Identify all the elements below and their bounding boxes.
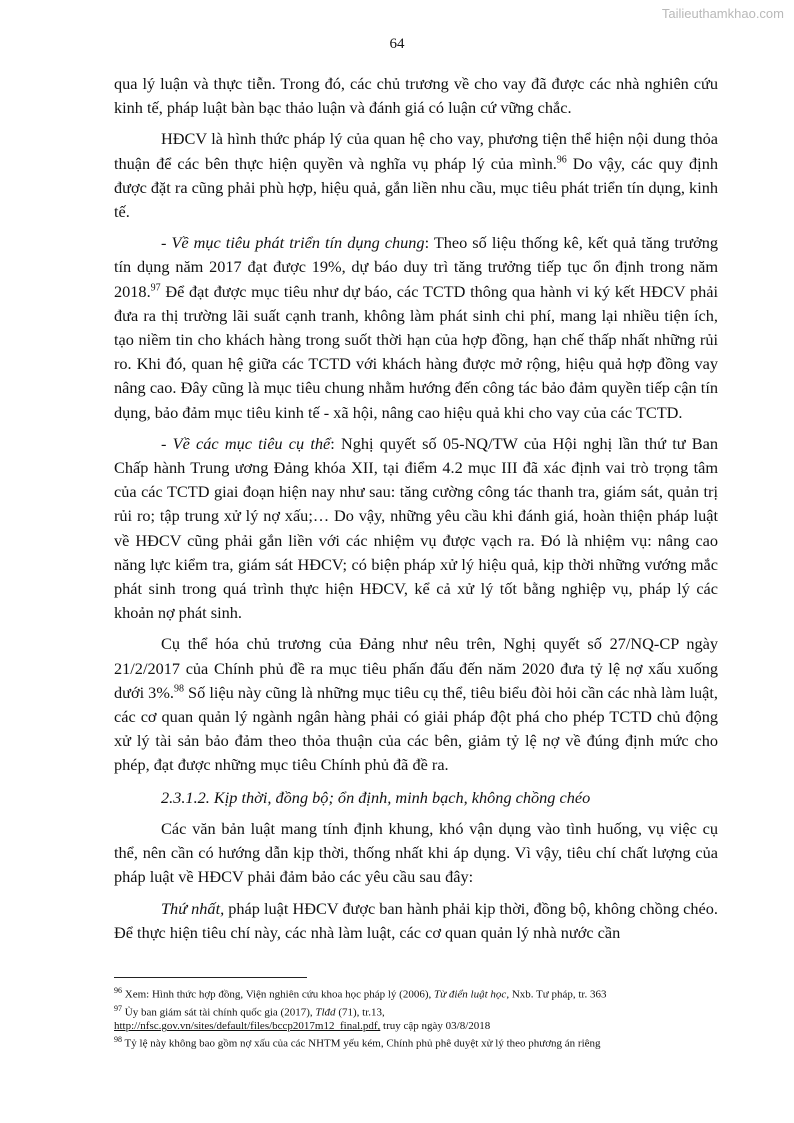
footnote-97-text-a: Ủy ban giám sát tài chính quốc gia (2017), [122,1006,316,1019]
paragraph-6 [114,897,718,945]
paragraph-6-text: pháp luật HĐCV được ban hành phải kịp thời, đồng bộ, không chồng chéo. Để thực hiện tiêu chí này, các nhà làm luật, các cơ quan quản lý nhà nước cần [114,898,718,942]
watermark: Tailieuthamkhao.com [661,6,784,21]
footnote-96-title: Từ điển luật học [434,988,507,1001]
paragraph-3 [114,432,718,626]
footnote-97-text-c: truy cập ngày 03/8/2018 [380,1020,491,1033]
footnote-97-text-b: (71), tr.13, [335,1006,385,1019]
footnote-97-number: 97 [114,1003,122,1013]
footnote-ref-98[interactable]: 98 [173,683,184,695]
footnote-96-text-a: Xem: Hình thức hợp đồng, Viện nghiên cứu khoa học pháp lý (2006), [122,988,434,1001]
footnote-ref-96[interactable]: 96 [556,154,567,166]
footnote-97 [114,1002,718,1020]
footnote-97-title: Tlđd [315,1006,336,1019]
footnote-97-link[interactable]: http://nfsc.gov.vn/sites/default/files/bccp2017m12_final.pdf, [114,1020,381,1033]
footnote-97-url-line [114,1019,718,1033]
paragraph-3-lead: - Về các mục tiêu cụ thể [161,433,331,453]
paragraph-4-tail: Số liệu này cũng là những mục tiêu cụ thể, tiêu biểu đòi hỏi cần các nhà làm luật, các cơ quan quản lý ngành ngân hàng phải có giải pháp đột phá cho phép TCTD chủ động xử lý tài sản bảo đảm theo thỏa thuận của các bên, giảm tỷ lệ nợ về đúng định mức cho phép, đạt được những mục tiêu Chính phủ đã đề ra. [114,682,718,775]
page-number: 64 [389,36,405,52]
paragraph-2-tail: Để đạt được mục tiêu như dự báo, các TCTD thông qua hành vi ký kết HĐCV phải đưa ra thị trường lãi suất cạnh tranh, không làm phát sinh chi phí, mang lại nhiều tiện ích, tạo niềm tin cho khách hàng trong suốt thời hạn của hợp đồng, hạn chế thấp nhất những rủi ro. Khi đó, quan hệ giữa các TCTD với khách hàng được mở rộng, hiệu quả hợp đồng vay nâng cao. Đây cũng là mục tiêu chung nhằm hướng đến công tác bảo đảm quyền tiếp cận tín dụng, bảo đảm mục tiêu kinh tế - xã hội, nâng cao hiệu quả khi cho vay của các TCTD. [114,281,718,422]
paragraph-4 [114,632,718,777]
body-text [114,72,718,945]
section-subheading: 2.3.1.2. Kịp thời, đồng bộ; ổn định, minh bạch, không chồng chéo [161,787,591,807]
paragraph-1 [114,127,718,224]
paragraph-1-text: HĐCV là hình thức pháp lý của quan hệ cho vay, phương tiện thể hiện nội dung thỏa thuận để các bên thực hiện quyền và nghĩa vụ pháp lý của mình. [114,129,718,173]
footnote-ref-97[interactable]: 97 [150,282,161,294]
footnote-98-number: 98 [114,1035,122,1045]
footnote-divider [114,977,307,978]
footnote-96-number: 96 [114,986,122,995]
paragraph-6-lead: Thứ nhất, [161,898,225,918]
footnote-98-text: Tỷ lệ này không bao gồm nợ xấu của các NHTM yếu kém, Chính phủ phê duyệt xử lý theo phương án riêng [122,1037,601,1050]
paragraph-5: Các văn bản luật mang tính định khung, khó vận dụng vào tình huống, vụ việc cụ thể, nên cần có hướng dẫn kịp thời, thống nhất khi áp dụng. Vì vậy, tiêu chí chất lượng của pháp luật về HĐCV phải đảm bảo các yêu cầu sau đây: [114,818,718,887]
footnote-96 [114,984,718,1002]
paragraph-2-text: : Theo số liệu thống kê, kết quả tăng trưởng tín dụng năm 2017 đạt được 19%, dự báo duy trì tăng trưởng tiếp tục ổn định trong năm 2018. [114,233,718,301]
paragraph-4-text: Cụ thể hóa chủ trương của Đảng như nêu trên, Nghị quyết số 27/NQ-CP ngày 21/2/2017 của Chính phủ đề ra mục tiêu phấn đấu đến năm 2020 đưa tỷ lệ nợ xấu xuống dưới 3%. [114,634,718,702]
footnote-96-text-b: , Nxb. Tư pháp, tr. 363 [506,988,607,1001]
paragraph-2-lead: - Về mục tiêu phát triển tín dụng chung [161,233,425,253]
paragraph-1-tail: Do vậy, các quy định được đặt ra cũng phải phù hợp, hiệu quả, gắn liền nhu cầu, mục tiêu phát triển tín dụng, kinh tế. [114,153,718,222]
paragraph-0: qua lý luận và thực tiễn. Trong đó, các chủ trương về cho vay đã được các nhà nghiên cứu kinh tế, pháp luật bàn bạc thảo luận và đánh giá có luận cứ vững chắc. [114,74,718,118]
paragraph-2 [114,231,718,425]
footnotes [114,984,718,1051]
paragraph-3-text: : Nghị quyết số 05-NQ/TW của Hội nghị lần thứ tư Ban Chấp hành Trung ương Đảng khóa XII, tại điểm 4.2 mục III đã xác định vai trò trọng tâm của các TCTD giai đoạn hiện nay như sau: tăng cường công tác thanh tra, giám sát, quản trị rủi ro; tập trung xử lý nợ xấu;… Do vậy, những yêu cầu khi đánh giá, hoàn thiện pháp luật về HĐCV cũng phải gắn liền với các nhiệm vụ được vạch ra. Đó là nhiệm vụ: nâng cao năng lực kiểm tra, giám sát HĐCV; có biện pháp xử lý hiệu quả, kịp thời những vướng mắc phát sinh trong quá trình thực hiện HĐCV, kể cả xử lý tốt bằng nghiệp vụ, pháp lý các khoản nợ phát sinh. [114,433,719,623]
footnote-98 [114,1033,718,1051]
